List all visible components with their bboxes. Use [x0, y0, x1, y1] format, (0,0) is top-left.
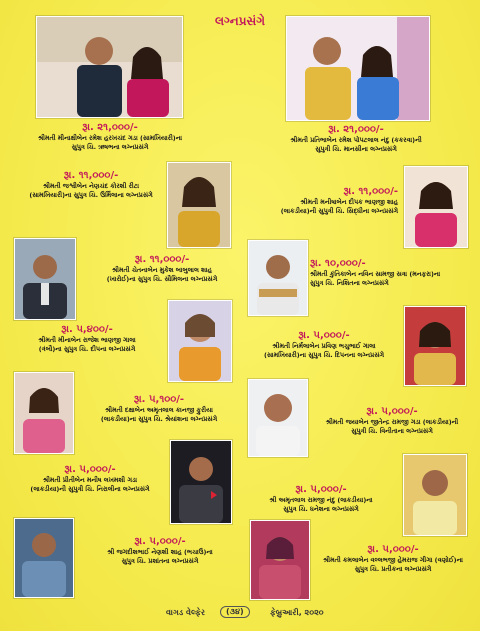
donation-amount: રૂા. ૫,૦૦૦/-: [134, 536, 186, 547]
donor-name: શ્રીમતી નિર્મલાબેન પ્રવિણ ભચુભાઈ ગાલા: [272, 342, 376, 350]
donor-name: શ્રીમતી પ્રતિભાબેન રમેશ પોપટલાલ નંદુ (કકરવા)ની: [290, 136, 422, 144]
photo-man-dhanesh: [403, 454, 467, 536]
occasion-text: સુપુત્ર ચિ. પ્રતીકના લગ્નપ્રસંગે: [354, 565, 432, 573]
donation-amount: રૂા. ૨૧,૦૦૦/-: [328, 124, 384, 135]
photo-man-nishit: [248, 240, 308, 316]
donation-amount: રૂા. ૫,૦૦૦/-: [298, 330, 350, 341]
donor-name: શ્રી જગદીશભાઈ નેણશી શાહ (ભચાઉ)ના: [107, 548, 213, 556]
donation-entry-10: [306, 406, 478, 436]
footer-magazine-name: વાગડ વેલ્ફેર: [166, 608, 205, 617]
photo-woman-shreyansh: [14, 372, 74, 454]
donation-amount: રૂા. ૨૧,૦૦૦/-: [82, 122, 138, 133]
donation-entry-5: [78, 254, 246, 284]
occasion-text: (ખારોઈ)ના સુપુત્ર ચિ. સૌમિલના લગ્નપ્રસંગે: [106, 275, 218, 283]
donation-entry-7: [12, 324, 162, 354]
donor-name: શ્રીમતી ચેતનાબેન મુકેશ બાબુલાલ શાહ: [111, 266, 213, 274]
donor-name: શ્રીમતી મનીષાબેન દીપક ભાણજી શાહ: [300, 198, 398, 206]
occasion-text: (ત્રંબૌ)ના સુપુત્ર ચિ. દીપના લગ્નપ્રસંગે: [38, 345, 136, 353]
donor-name: શ્રીમતી દક્ષાબેન અમૃતલાલ કાનજી ફુરીયા: [105, 406, 213, 414]
occasion-text: (લાકડીયા)ની સુપુત્રી ચિ. નિરાલીના લગ્નપ્રસંગે: [30, 485, 150, 493]
photo-woman-deep: [168, 300, 232, 382]
donation-amount: રૂા. ૫,૦૦૦/-: [295, 484, 347, 495]
photo-woman-urmila: [167, 162, 231, 248]
donation-amount: રૂા. ૧૧,૦૦૦/-: [343, 186, 398, 197]
occasion-text: સુપુત્રી ચિ. વિનીતાના લગ્નપ્રસંગે: [351, 427, 433, 435]
photo-woman-siddhi: [404, 166, 468, 248]
photo-man-saumil: [14, 238, 76, 320]
occasion-text: સુપુત્ર ચિ. પ્રશાંતના લગ્નપ્રસંગે: [121, 557, 199, 565]
occasion-text: (લાકડીયા)ની સુપુત્રી ચિ. સિદ્ધીના લગ્નપ્રસંગે: [280, 207, 398, 215]
donor-name: શ્રીમતી કુંતિકાબેન નવિન સામજી સત્રા (મનફરા)ના: [310, 270, 441, 278]
occasion-text: સુપુત્રી ચિ. માનસીના લગ્નપ્રસંગે: [315, 145, 397, 153]
occasion-text: (સામખિયારી)ના સુપુત્ર ચિ. ઉર્મિલાના લગ્નપ્રસંગે: [29, 191, 153, 199]
donor-name: શ્રી અમૃતલાલ રામજી નંદુ (લાકડીયા)ના: [269, 496, 373, 504]
donation-amount: રૂા. ૫,૪૦૦/-: [61, 324, 113, 335]
photo-man-prashant: [14, 518, 74, 598]
donation-amount: રૂા. ૫,૦૦૦/-: [366, 406, 418, 417]
footer-issue-date: ફેબ્રુઆરી, ૨૦૨૦: [270, 608, 324, 617]
donation-entry-4: [236, 186, 398, 216]
donation-amount: રૂા. ૫,૦૦૦/-: [367, 544, 419, 555]
occasion-text: (લાકડીયા)ના સુપુત્ર ચિ. શ્રેયાંશના લગ્નપ્રસંગે: [100, 415, 218, 423]
photo-man-vinita: [248, 379, 308, 457]
occasion-text: સુપુત્ર ચિ. ઋષભના લગ્નપ્રસંગે: [71, 143, 149, 151]
donation-amount: રૂા. ૫,૦૦૦/-: [64, 464, 116, 475]
occasion-text: સુપુત્ર ચિ. નિશિતના લગ્નપ્રસંગે: [310, 279, 389, 287]
photo-couple-1: [36, 16, 183, 118]
donation-entry-3: [16, 170, 166, 200]
photo-woman-prateek: [250, 520, 310, 600]
donation-entry-2: [256, 124, 456, 154]
donor-name: શ્રીમતી કમલાબેન વલ્લભજી હેમરાજ ગીગા (વણોઈ)ના: [323, 556, 463, 564]
occasion-text: (સામખિયારી)ના સુપુત્ર ચિ. દિપનના લગ્નપ્રસંગે: [263, 351, 385, 359]
photo-woman-dipan: [404, 306, 466, 386]
donation-entry-8: [244, 330, 404, 360]
donation-amount: રૂા. ૧૧,૦૦૦/-: [134, 254, 190, 265]
page-number: (૩૪): [220, 606, 250, 618]
photo-couple-2: [286, 16, 430, 121]
donation-entry-12: [240, 484, 402, 514]
donation-entry-11: [10, 464, 170, 494]
donor-name: શ્રીમતી મીનાબેન રાજેશ ભાણજી ગાલા: [38, 336, 136, 344]
donor-name: શ્રીમતી પ્રીતીબેન મનીષ લખમશી ગડા: [42, 476, 138, 484]
donation-amount: રૂા. ૫,૧૦૦/-: [133, 394, 185, 405]
donation-entry-9: [76, 394, 242, 424]
donation-entry-1: [20, 122, 200, 152]
donation-entry-14: [310, 544, 476, 574]
donation-entry-6: [310, 258, 470, 288]
donor-name: શ્રીમતી જશ્વીબેન નેણચંદ કોરશી રીટા: [42, 182, 140, 190]
donation-entry-13: [80, 536, 240, 566]
donor-name: શ્રીમતી મીનાક્ષીબેન રમેશ હરખચંદ ગડા (સામખિયારી)ના: [37, 134, 183, 142]
donation-amount: રૂા. ૧૧,૦૦૦/-: [63, 170, 119, 181]
donation-amount: રૂા. ૧૦,૦૦૦/-: [310, 258, 366, 269]
occasion-text: સુપુત્ર ચિ. ધનેશના લગ્નપ્રસંગે: [283, 505, 359, 513]
photo-man-nirali: [170, 440, 232, 524]
page-title: લગ્નપ્રસંગે: [214, 14, 266, 28]
donor-name: શ્રીમતી જયાબેન જીતેન્દ્ર રામજી ગડા (લાકડીયા)ની: [325, 418, 459, 426]
